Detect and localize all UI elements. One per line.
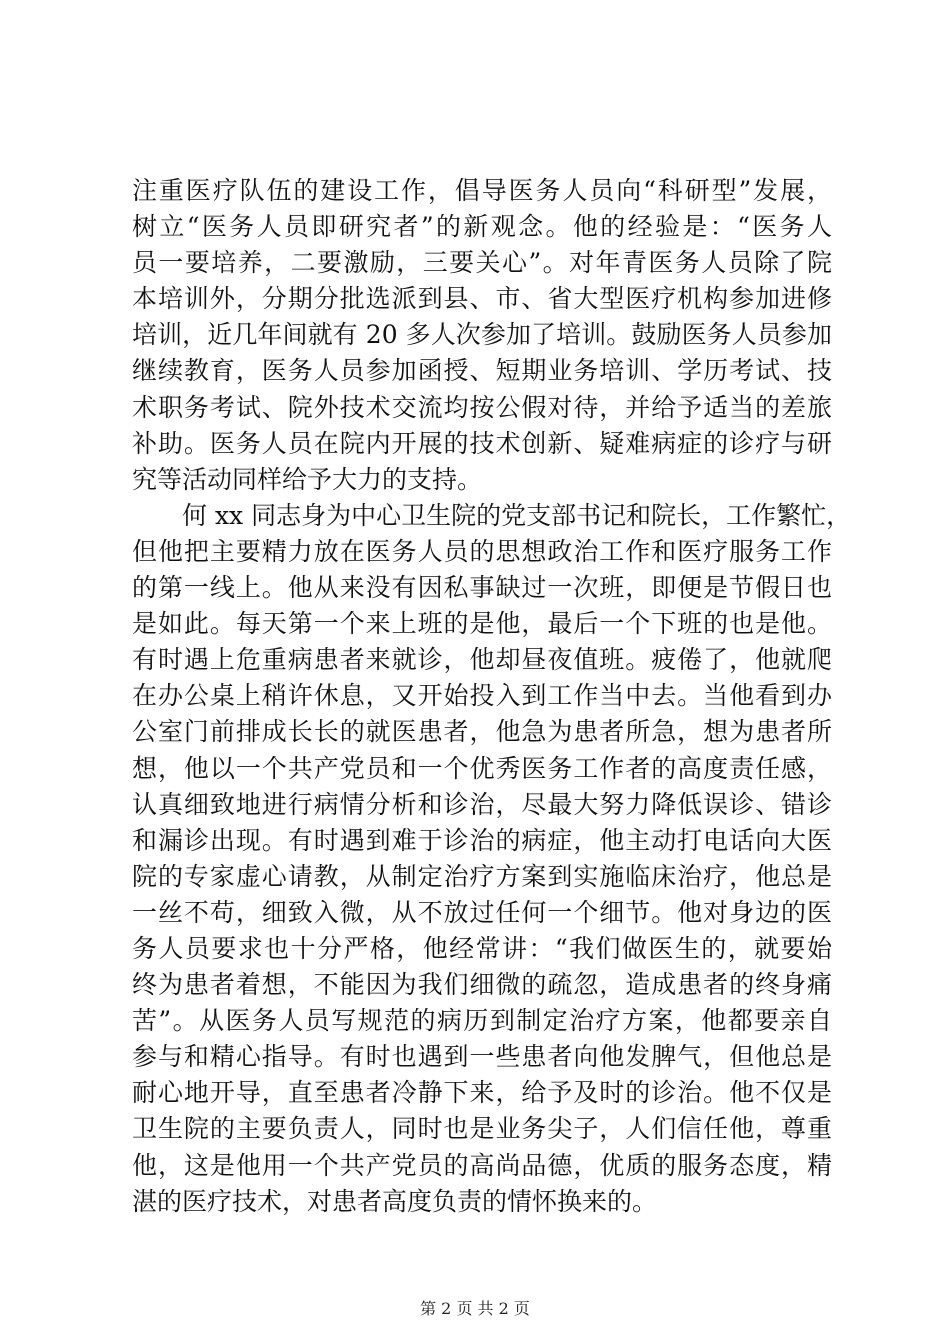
text-line: 术职务考试、院外技术交流均按公假对待，并给予适当的差旅 <box>132 392 832 422</box>
text-line: 本培训外，分期分批选派到县、市、省大型医疗机构参加进修 <box>132 284 832 314</box>
text-line: 是如此。每天第一个来上班的是他，最后一个下班的也是他。 <box>132 609 832 639</box>
paragraph-1 <box>132 173 832 498</box>
paragraph-2 <box>132 498 852 1220</box>
text-line: 他，这是他用一个共产党员的高尚品德，优质的服务态度，精 <box>132 1150 832 1180</box>
text-line: 院的专家虚心请教，从制定治疗方案到实施临床治疗，他总是 <box>132 861 832 891</box>
text-line: 的第一线上。他从来没有因私事缺过一次班，即便是节假日也 <box>132 573 832 603</box>
text-line: 但他把主要精力放在医务人员的思想政治工作和医疗服务工作 <box>132 536 832 566</box>
text-line: 公室门前排成长长的就医患者，他急为患者所急，想为患者所 <box>132 717 832 747</box>
text-line: 在办公桌上稍许休息，又开始投入到工作当中去。当他看到办 <box>132 681 832 711</box>
text-line: 培训，近几年间就有 20 多人次参加了培训。鼓励医务人员参加 <box>132 320 832 350</box>
text-line: 注重医疗队伍的建设工作，倡导医务人员向“科研型”发展， <box>132 176 832 205</box>
page-footer <box>0 1296 950 1319</box>
text-line: 认真细致地进行病情分析和诊治，尽最大努力降低误诊、错诊 <box>132 789 832 819</box>
text-line: 和漏诊出现。有时遇到难于诊治的病症，他主动打电话向大医 <box>132 825 832 855</box>
text-line: 一丝不苟，细致入微，从不放过任何一个细节。他对身边的医 <box>132 897 832 927</box>
text-line: 树立“医务人员即研究者”的新观念。他的经验是：“医务人 <box>132 212 832 242</box>
text-line: 想，他以一个共产党员和一个优秀医务工作者的高度责任感， <box>132 753 832 783</box>
text-line: 员一要培养，二要激励，三要关心”。对年青医务人员除了院 <box>132 248 832 278</box>
text-line: 何 xx 同志身为中心卫生院的党支部书记和院长，工作繁忙， <box>132 500 852 530</box>
text-line: 湛的医疗技术，对患者高度负责的情怀换来的。 <box>132 1186 658 1216</box>
text-line: 苦”。从医务人员写规范的病历到制定治疗方案，他都要亲自 <box>132 1006 832 1036</box>
text-line: 耐心地开导，直至患者冷静下来，给予及时的诊治。他不仅是 <box>132 1078 832 1108</box>
text-line: 究等活动同样给予大力的支持。 <box>132 464 483 494</box>
text-line: 参与和精心指导。有时也遇到一些患者向他发脾气，但他总是 <box>132 1042 832 1072</box>
document-body <box>132 173 852 1220</box>
text-line: 终为患者着想，不能因为我们细微的疏忽，造成患者的终身痛 <box>132 970 832 1000</box>
text-line: 补助。医务人员在院内开展的技术创新、疑难病症的诊疗与研 <box>132 428 832 458</box>
text-line: 卫生院的主要负责人，同时也是业务尖子，人们信任他，尊重 <box>132 1114 832 1144</box>
text-line: 务人员要求也十分严格，他经常讲：“我们做医生的，就要始 <box>132 933 832 963</box>
text-line: 有时遇上危重病患者来就诊，他却昼夜值班。疲倦了，他就爬 <box>132 645 832 675</box>
page-number-label: 第 2 页 共 2 页 <box>420 1299 530 1318</box>
text-line: 继续教育，医务人员参加函授、短期业务培训、学历考试、技 <box>132 356 832 386</box>
